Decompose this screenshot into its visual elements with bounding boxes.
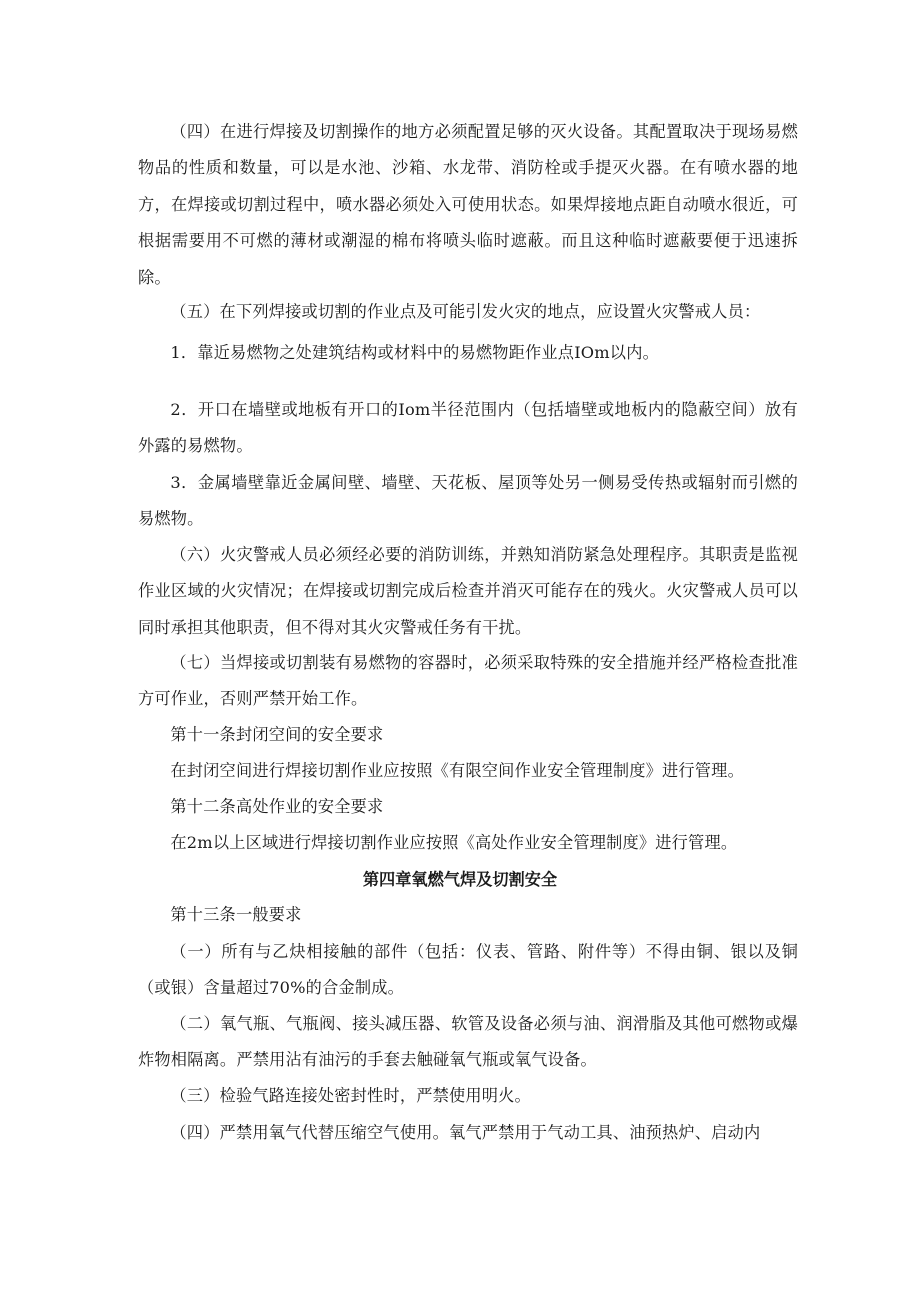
paragraph-oxygen-misuse: （四）严禁用氧气代替压缩空气使用。氧气严禁用于气动工具、油预热炉、启动内 bbox=[170, 1123, 761, 1142]
list-item-1: 1．靠近易燃物之处建筑结构或材料中的易燃物距作业点IOm以内。 bbox=[170, 343, 659, 362]
paragraph-fire-watch-intro: （五）在下列焊接或切割的作业点及可能引发火灾的地点，应设置火灾警戒人员： bbox=[170, 302, 761, 321]
paragraph-container-welding: （七）当焊接或切割装有易燃物的容器时，必须采取特殊的安全措施并经严格检查批准方可作业，否则严禁开始工作。 bbox=[138, 653, 798, 709]
paragraph-acetylene-parts: （一）所有与乙炔相接触的部件（包括：仪表、管路、附件等）不得由铜、银以及铜（或银）含量超过70%的合金制成。 bbox=[138, 942, 798, 998]
article-11-heading: 第十一条封闭空间的安全要求 bbox=[170, 725, 384, 744]
paragraph-fire-equipment: （四）在进行焊接及切割操作的地方必须配置足够的灭火设备。其配置取决于现场易燃物品的性质和数量，可以是水池、沙箱、水龙带、消防栓或手提灭火器。在有喷水器的地方，在焊接或切割过程中，喷水器必须处入可使用状态。如果焊接地点距自动喷水很近，可根据需要用不可燃的薄材或潮湿的棉布将喷头临时遮蔽。而且这种临时遮蔽要便于迅速拆除。 bbox=[138, 122, 798, 287]
article-12-body: 在2m以上区域进行焊接切割作业应按照《高处作业安全管理制度》进行管理。 bbox=[170, 833, 738, 852]
article-11-body: 在封闭空间进行焊接切割作业应按照《有限空间作业安全管理制度》进行管理。 bbox=[170, 761, 744, 780]
paragraph-leak-check: （三）检验气路连接处密封性时，严禁使用明火。 bbox=[170, 1086, 531, 1105]
list-item-2: 2．开口在墙壁或地板有开口的Iom半径范围内（包括墙壁或地板内的隐蔽空间）放有外露的易燃物。 bbox=[138, 400, 798, 456]
chapter-4-heading: 第四章氧燃气焊及切割安全 bbox=[362, 870, 558, 889]
article-13-heading: 第十三条一般要求 bbox=[170, 905, 302, 924]
article-12-heading: 第十二条高处作业的安全要求 bbox=[170, 797, 384, 816]
paragraph-oxygen-isolation: （二）氧气瓶、气瓶阀、接头减压器、软管及设备必须与油、润滑脂及其他可燃物或爆炸物相隔离。严禁用沾有油污的手套去触碰氧气瓶或氧气设备。 bbox=[138, 1014, 798, 1070]
list-item-3: 3．金属墙壁靠近金属间壁、墙壁、天花板、屋顶等处另一侧易受传热或辐射而引燃的易燃物。 bbox=[138, 473, 798, 529]
paragraph-fire-watch-duties: （六）火灾警戒人员必须经必要的消防训练，并熟知消防紧急处理程序。其职责是监视作业区域的火灾情况；在焊接或切割完成后检查并消灭可能存在的残火。火灾警戒人员可以同时承担其他职责，但不得对其火灾警戒任务有干扰。 bbox=[138, 545, 798, 637]
